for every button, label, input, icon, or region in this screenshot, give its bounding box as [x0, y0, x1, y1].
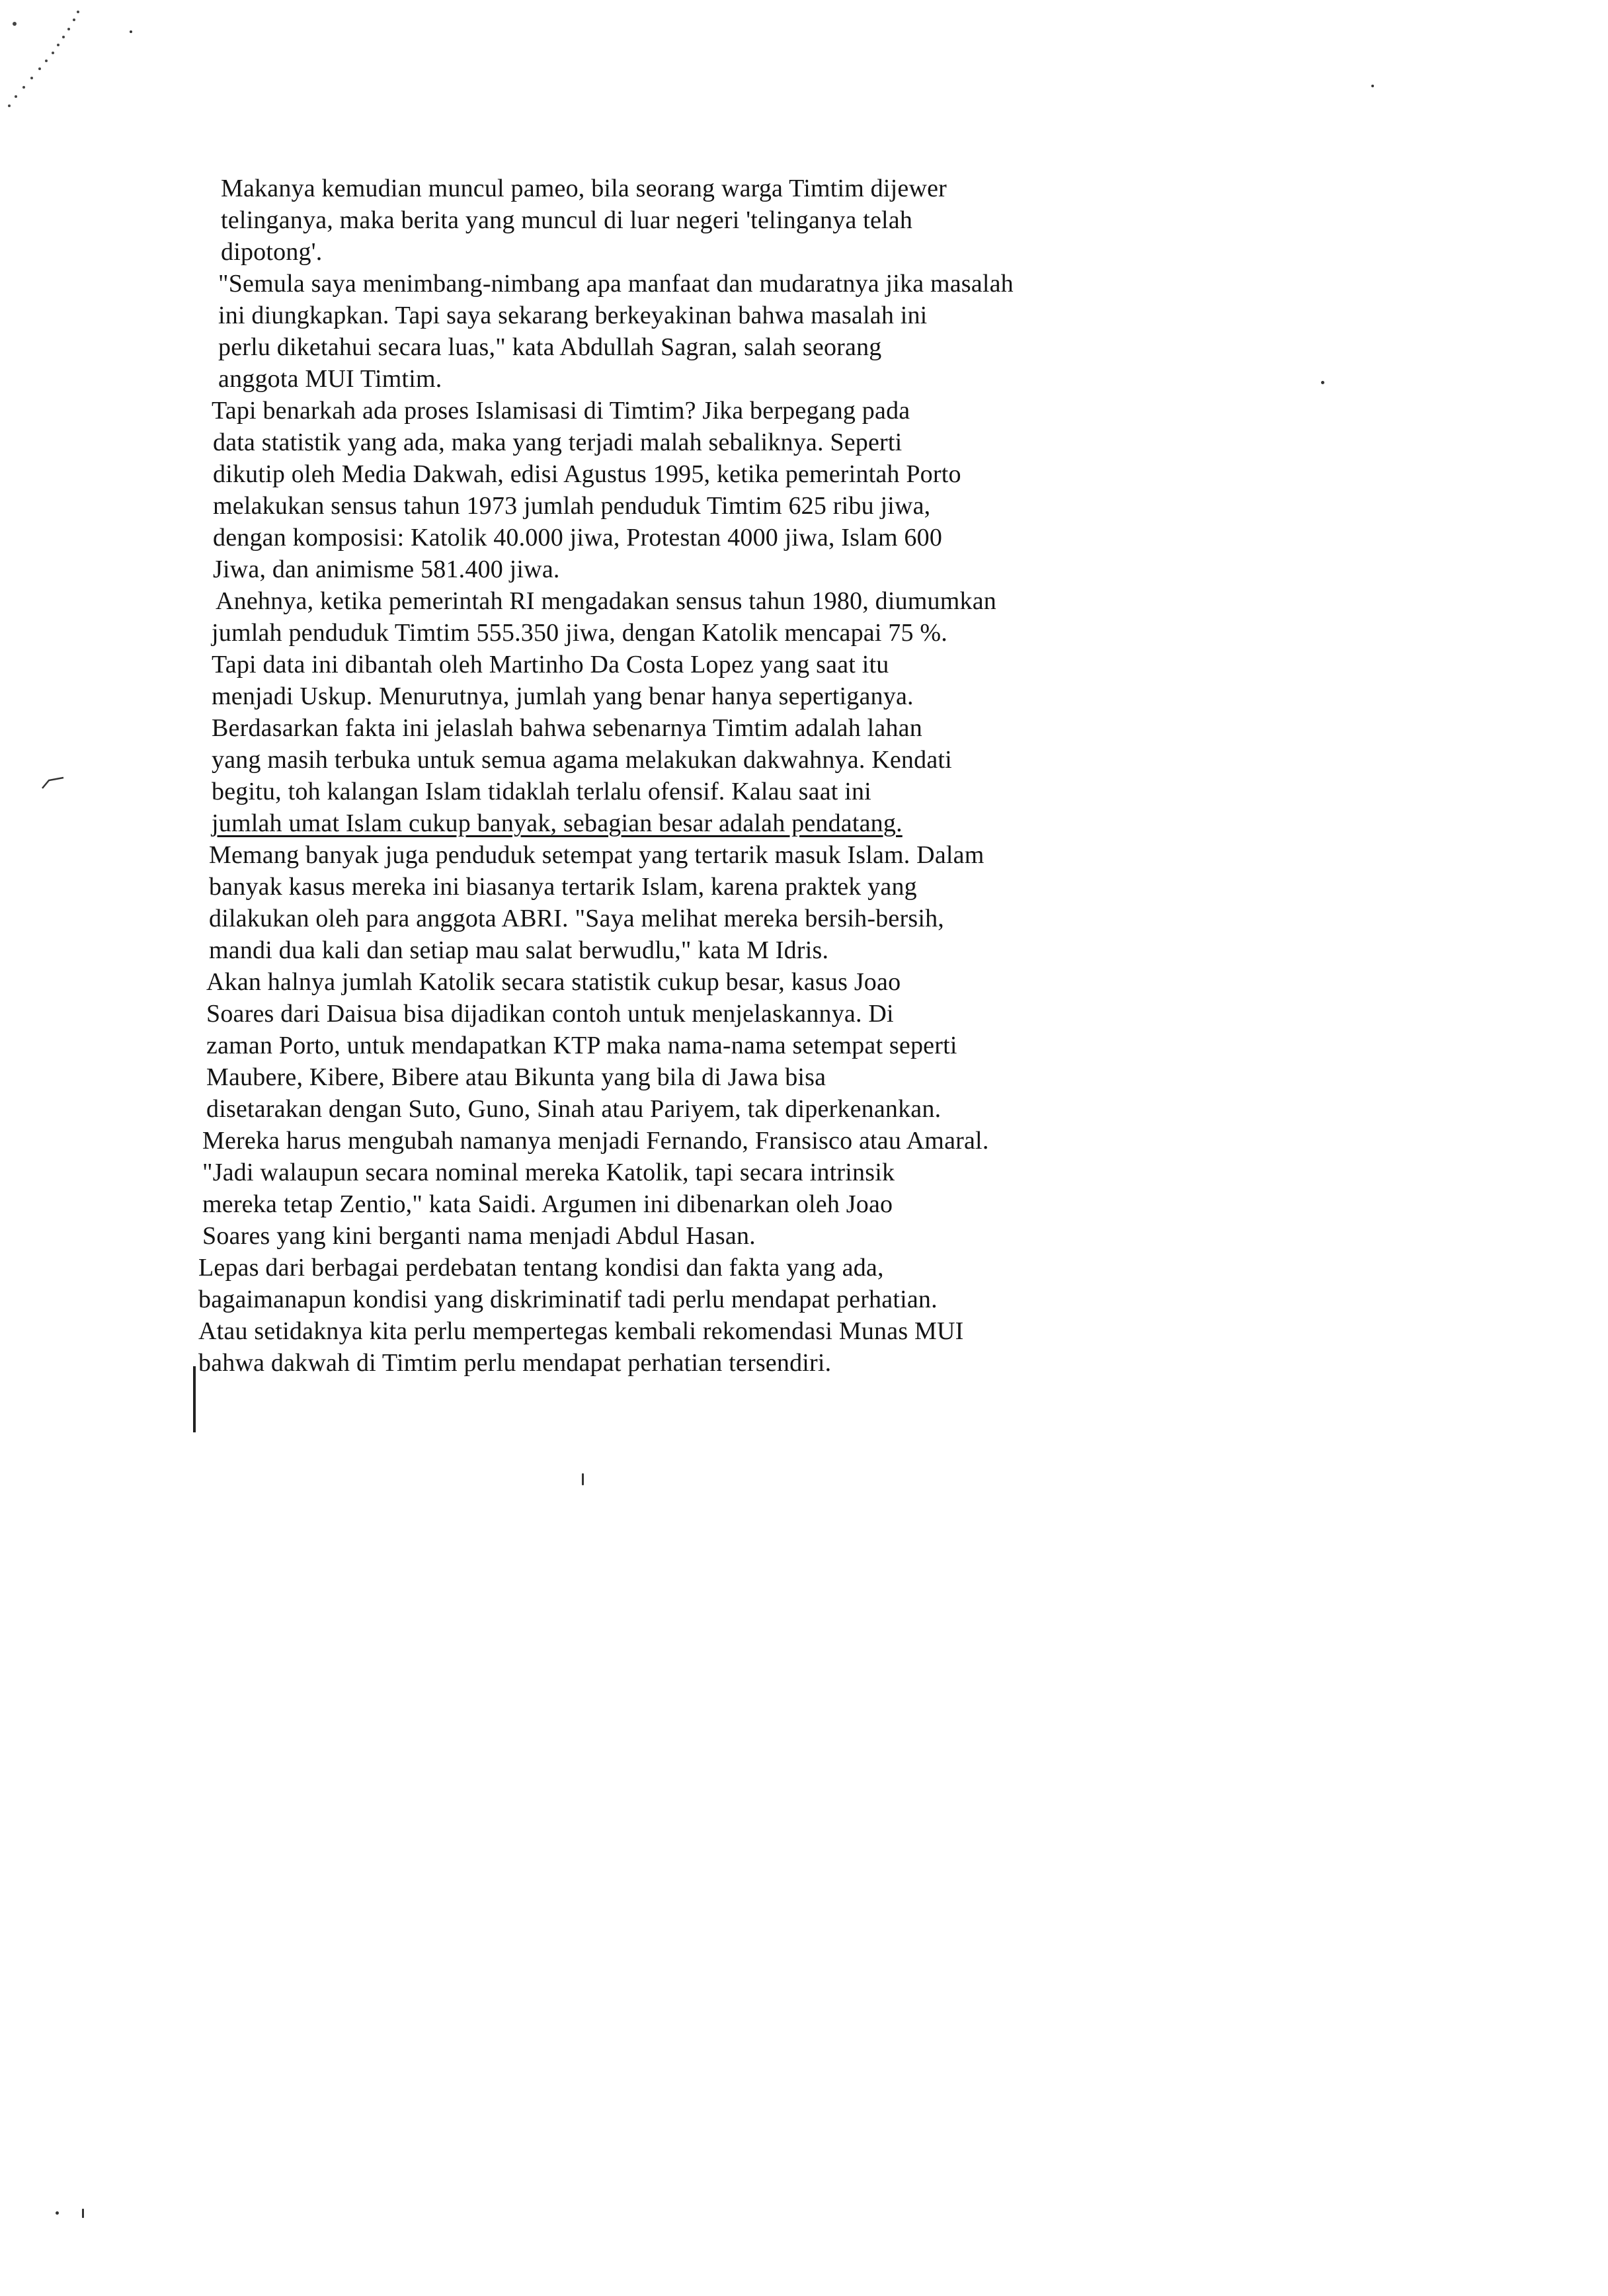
text-line: Berdasarkan fakta ini jelaslah bahwa sebenarnya Timtim adalah lahan — [212, 714, 922, 742]
text-line: Akan halnya jumlah Katolik secara statistik cukup besar, kasus Joao — [206, 968, 901, 996]
text-line: dipotong'. — [221, 238, 323, 266]
text-line: "Jadi walaupun secara nominal mereka Katolik, tapi secara intrinsik — [202, 1159, 895, 1186]
text-line: zaman Porto, untuk mendapatkan KTP maka nama-nama setempat seperti — [206, 1032, 957, 1059]
text-line: Atau setidaknya kita perlu mempertegas kembali rekomendasi Munas MUI — [198, 1317, 964, 1345]
text-line: data statistik yang ada, maka yang terjadi malah sebaliknya. Seperti — [213, 429, 903, 456]
text-line: banyak kasus mereka ini biasanya tertarik Islam, karena praktek yang — [209, 873, 917, 901]
text-line: Soares yang kini berganti nama menjadi Abdul Hasan. — [202, 1222, 756, 1250]
text-line: Makanya kemudian muncul pameo, bila seorang warga Timtim dijewer — [221, 175, 947, 202]
text-line: perlu diketahui secara luas," kata Abdullah Sagran, salah seorang — [218, 333, 882, 361]
text-line: Lepas dari berbagai perdebatan tentang kondisi dan fakta yang ada, — [198, 1254, 884, 1282]
text-line: Jiwa, dan animisme 581.400 jiwa. — [213, 555, 560, 583]
scan-speck — [582, 1473, 584, 1485]
text-line: yang masih terbuka untuk semua agama melakukan dakwahnya. Kendati — [212, 746, 952, 774]
scan-speck — [82, 2209, 84, 2218]
text-line: Anehnya, ketika pemerintah RI mengadakan sensus tahun 1980, diumumkan — [216, 587, 996, 615]
text-line: bagaimanapun kondisi yang diskriminatif tadi perlu mendapat perhatian. — [198, 1286, 938, 1313]
text-line: Soares dari Daisua bisa dijadikan contoh untuk menjelaskannya. Di — [206, 1000, 894, 1028]
margin-bar — [193, 1366, 196, 1432]
text-line: mandi dua kali dan setiap mau salat berwudlu," kata M Idris. — [209, 936, 829, 964]
text-line: dilakukan oleh para anggota ABRI. "Saya melihat mereka bersih-bersih, — [209, 905, 944, 932]
text-line: Maubere, Kibere, Bibere atau Bikunta yang bila di Jawa bisa — [206, 1063, 826, 1091]
text-line: "Semula saya menimbang-nimbang apa manfaat dan mudaratnya jika masalah — [218, 270, 1014, 298]
text-line: dengan komposisi: Katolik 40.000 jiwa, Protestan 4000 jiwa, Islam 600 — [213, 524, 943, 552]
text-line: Tapi data ini dibantah oleh Martinho Da Costa Lopez yang saat itu — [212, 651, 889, 678]
text-line: telinganya, maka berita yang muncul di luar negeri 'telinganya telah — [221, 206, 913, 234]
text-line: mereka tetap Zentio," kata Saidi. Argumen ini dibenarkan oleh Joao — [202, 1190, 893, 1218]
text-line: bahwa dakwah di Timtim perlu mendapat perhatian tersendiri. — [198, 1349, 832, 1377]
text-line: Mereka harus mengubah namanya menjadi Fernando, Fransisco atau Amaral. — [202, 1127, 989, 1155]
scan-speck — [130, 30, 132, 33]
text-line: dikutip oleh Media Dakwah, edisi Agustus 1995, ketika pemerintah Porto — [213, 460, 961, 488]
scan-speck — [56, 2211, 59, 2215]
text-line: menjadi Uskup. Menurutnya, jumlah yang benar hanya sepertiganya. — [212, 682, 914, 710]
text-line: anggota MUI Timtim. — [218, 365, 442, 393]
text-line: Memang banyak juga penduduk setempat yang tertarik masuk Islam. Dalam — [209, 841, 985, 869]
text-line: begitu, toh kalangan Islam tidaklah terlalu ofensif. Kalau saat ini — [212, 778, 871, 805]
text-line: ini diungkapkan. Tapi saya sekarang berkeyakinan bahwa masalah ini — [218, 302, 928, 329]
underlined-text-line: jumlah umat Islam cukup banyak, sebagian besar adalah pendatang. — [212, 809, 903, 837]
text-line: disetarakan dengan Suto, Guno, Sinah atau Pariyem, tak diperkenankan. — [206, 1095, 942, 1123]
text-line: jumlah penduduk Timtim 555.350 jiwa, dengan Katolik mencapai 75 %. — [212, 619, 947, 647]
scan-speck — [1371, 85, 1374, 87]
text-line: melakukan sensus tahun 1973 jumlah penduduk Timtim 625 ribu jiwa, — [213, 492, 931, 520]
scan-speck — [1321, 381, 1324, 384]
text-line: Tapi benarkah ada proses Islamisasi di Timtim? Jika berpegang pada — [212, 397, 910, 425]
